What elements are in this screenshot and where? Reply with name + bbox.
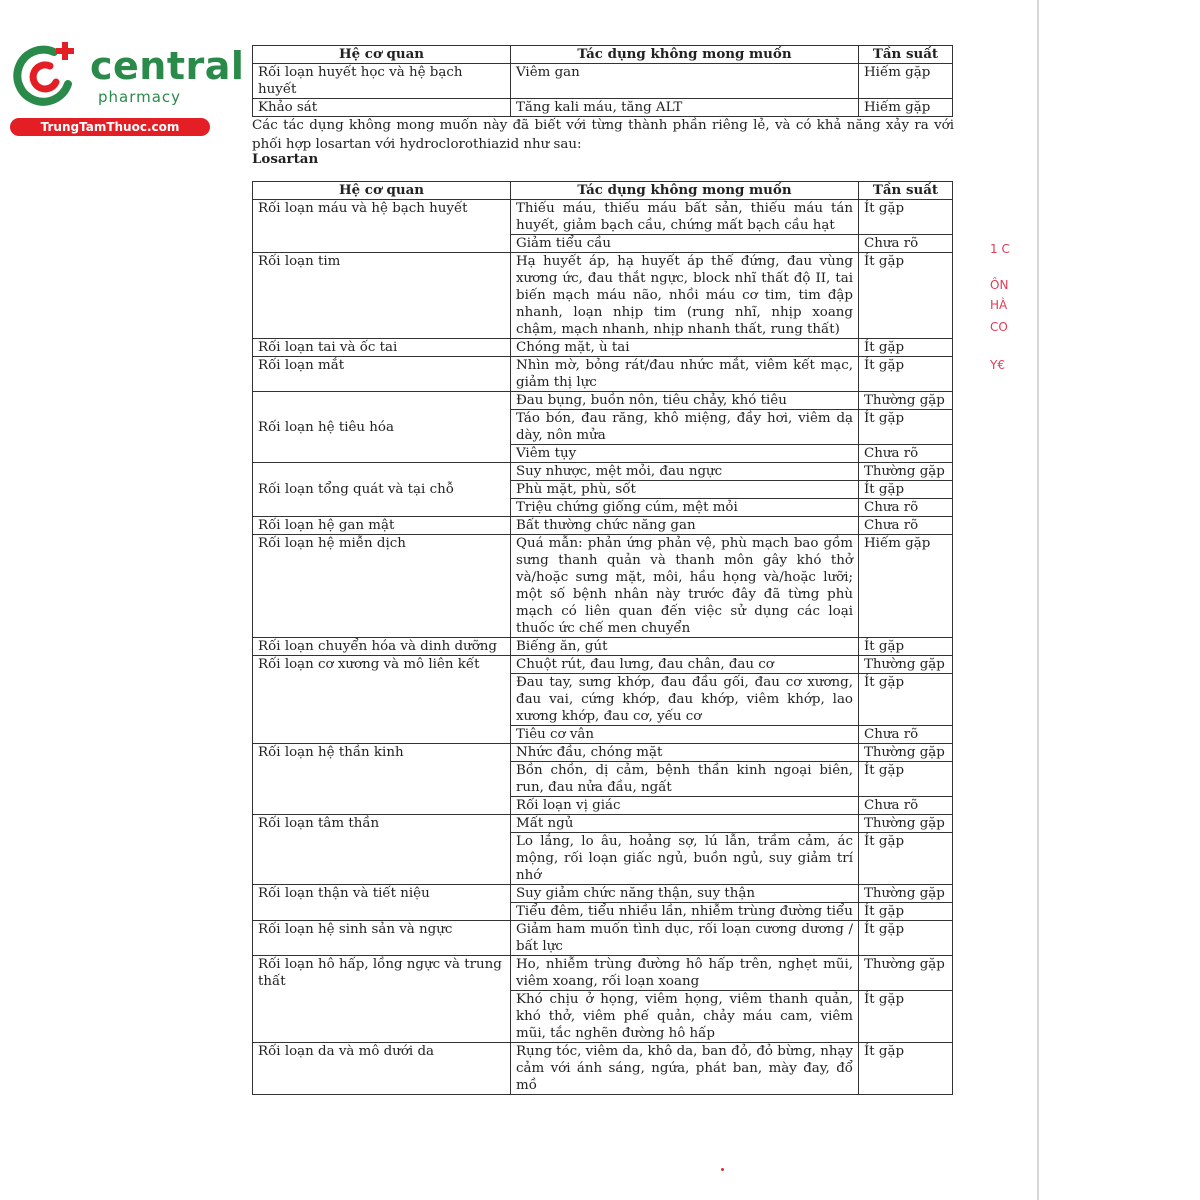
table-row <box>253 64 953 99</box>
section-heading: Losartan <box>252 151 319 167</box>
effect-cell: Hạ huyết áp, hạ huyết áp thế đứng, đau vùng xương ức, đau thắt ngực, block nhĩ thất độ II, tai biến mạch máu não, nhồi máu cơ tim, tim đập nhanh, loạn nhịp tim (rung nhĩ, nhịp xoang chậm, mạch nhanh, nhịp nhanh thất, rung thất) <box>511 253 859 339</box>
frequency-cell: Thường gặp <box>859 463 953 481</box>
table-row <box>253 392 953 410</box>
brand-site-banner: TrungTamThuoc.com <box>10 118 210 136</box>
effect-cell: Viêm tụy <box>511 445 859 463</box>
brand-logo <box>10 38 245 138</box>
organ-cell: Rối loạn hô hấp, lồng ngực và trung thất <box>253 956 511 1043</box>
frequency-cell: Ít gặp <box>859 200 953 235</box>
effect-cell: Chóng mặt, ù tai <box>511 339 859 357</box>
scan-speck <box>721 1168 724 1171</box>
organ-cell: Rối loạn máu và hệ bạch huyết <box>253 200 511 253</box>
table-row <box>253 656 953 674</box>
frequency-cell: Chưa rõ <box>859 726 953 744</box>
intro-paragraph: Các tác dụng không mong muốn này đã biết với từng thành phần riêng lẻ, và có khả năng xảy ra với phối hợp losartan với hydroclorothiazid như sau: <box>252 118 954 152</box>
frequency-cell: Ít gặp <box>859 991 953 1043</box>
table-row <box>253 357 953 392</box>
organ-cell: Rối loạn cơ xương và mô liên kết <box>253 656 511 744</box>
effect-cell: Rối loạn vị giác <box>511 797 859 815</box>
table-row <box>253 885 953 903</box>
table-row <box>253 517 953 535</box>
column-header: Hệ cơ quan <box>253 182 511 200</box>
table-header-row <box>253 182 953 200</box>
column-header: Tác dụng không mong muốn <box>511 182 859 200</box>
frequency-cell: Thường gặp <box>859 392 953 410</box>
frequency-cell: Ít gặp <box>859 762 953 797</box>
table-row <box>253 744 953 762</box>
frequency-cell: Hiếm gặp <box>859 99 953 117</box>
organ-cell: Rối loạn huyết học và hệ bạch huyết <box>253 64 511 99</box>
column-header: Tần suất <box>859 182 953 200</box>
frequency-cell: Chưa rõ <box>859 517 953 535</box>
frequency-cell: Thường gặp <box>859 815 953 833</box>
effect-cell: Lo lắng, lo âu, hoảng sợ, lú lẫn, trầm cảm, ác mộng, rối loạn giấc ngủ, buồn ngủ, suy giảm trí nhớ <box>511 833 859 885</box>
column-header: Tần suất <box>859 46 953 64</box>
table-row <box>253 200 953 235</box>
frequency-cell: Ít gặp <box>859 357 953 392</box>
frequency-cell: Thường gặp <box>859 885 953 903</box>
stamp-fragment: Y€ <box>990 358 1005 372</box>
table-row <box>253 535 953 638</box>
organ-cell: Rối loạn hệ miễn dịch <box>253 535 511 638</box>
effect-cell: Suy nhược, mệt mỏi, đau ngực <box>511 463 859 481</box>
table-row <box>253 638 953 656</box>
frequency-cell: Chưa rõ <box>859 499 953 517</box>
frequency-cell: Ít gặp <box>859 674 953 726</box>
organ-cell: Rối loạn thận và tiết niệu <box>253 885 511 921</box>
table-row <box>253 921 953 956</box>
effect-cell: Nhức đầu, chóng mặt <box>511 744 859 762</box>
table-header-row <box>253 46 953 64</box>
frequency-cell: Thường gặp <box>859 956 953 991</box>
effect-cell: Nhìn mờ, bỏng rát/đau nhức mắt, viêm kết mạc, giảm thị lực <box>511 357 859 392</box>
adverse-effects-table-1 <box>252 45 953 117</box>
effect-cell: Giảm tiểu cầu <box>511 235 859 253</box>
table-row <box>253 1043 953 1095</box>
organ-cell: Rối loạn mắt <box>253 357 511 392</box>
brand-name: central <box>90 44 245 88</box>
table-row <box>253 956 953 991</box>
frequency-cell: Hiếm gặp <box>859 64 953 99</box>
stamp-fragment: CO <box>990 320 1008 334</box>
effect-cell: Viêm gan <box>511 64 859 99</box>
stamp-fragment: 1 C <box>990 242 1010 256</box>
frequency-cell: Ít gặp <box>859 253 953 339</box>
frequency-cell: Ít gặp <box>859 903 953 921</box>
table-row <box>253 99 953 117</box>
effect-cell: Tiêu cơ vân <box>511 726 859 744</box>
organ-cell: Rối loạn hệ tiêu hóa <box>253 392 511 463</box>
frequency-cell: Ít gặp <box>859 410 953 445</box>
organ-cell: Rối loạn tim <box>253 253 511 339</box>
organ-cell: Rối loạn tai và ốc tai <box>253 339 511 357</box>
effect-cell: Khó chịu ở họng, viêm họng, viêm thanh quản, khó thở, viêm phế quản, chảy máu cam, viêm mũi, tắc nghẽn đường hô hấp <box>511 991 859 1043</box>
effect-cell: Triệu chứng giống cúm, mệt mỏi <box>511 499 859 517</box>
frequency-cell: Chưa rõ <box>859 797 953 815</box>
pharmacy-cross-icon <box>10 38 82 110</box>
organ-cell: Khảo sát <box>253 99 511 117</box>
effect-cell: Biếng ăn, gút <box>511 638 859 656</box>
losartan-adverse-effects-table <box>252 181 953 1095</box>
frequency-cell: Thường gặp <box>859 744 953 762</box>
brand-subtitle: pharmacy <box>98 88 182 106</box>
organ-cell: Rối loạn hệ thần kinh <box>253 744 511 815</box>
organ-cell: Rối loạn tâm thần <box>253 815 511 885</box>
red-stamp <box>990 240 1020 380</box>
frequency-cell: Ít gặp <box>859 1043 953 1095</box>
effect-cell: Tăng kali máu, tăng ALT <box>511 99 859 117</box>
frequency-cell: Chưa rõ <box>859 235 953 253</box>
table-row <box>253 339 953 357</box>
effect-cell: Giảm ham muốn tình dục, rối loạn cương dương / bất lực <box>511 921 859 956</box>
effect-cell: Thiếu máu, thiếu máu bất sản, thiếu máu tán huyết, giảm bạch cầu, chứng mất bạch cầu hạt <box>511 200 859 235</box>
frequency-cell: Thường gặp <box>859 656 953 674</box>
effect-cell: Mất ngủ <box>511 815 859 833</box>
frequency-cell: Ít gặp <box>859 481 953 499</box>
effect-cell: Táo bón, đau răng, khô miệng, đầy hơi, viêm dạ dày, nôn mửa <box>511 410 859 445</box>
frequency-cell: Ít gặp <box>859 921 953 956</box>
organ-cell: Rối loạn chuyển hóa và dinh dưỡng <box>253 638 511 656</box>
stamp-fragment: ÔN <box>990 278 1009 292</box>
frequency-cell: Ít gặp <box>859 833 953 885</box>
effect-cell: Đau bụng, buồn nôn, tiêu chảy, khó tiêu <box>511 392 859 410</box>
effect-cell: Chuột rút, đau lưng, đau chân, đau cơ <box>511 656 859 674</box>
effect-cell: Bồn chồn, dị cảm, bệnh thần kinh ngoại biên, run, đau nửa đầu, ngất <box>511 762 859 797</box>
organ-cell: Rối loạn hệ gan mật <box>253 517 511 535</box>
effect-cell: Quá mẫn: phản ứng phản vệ, phù mạch bao gồm sưng thanh quản và thanh môn gây khó thở và/hoặc sưng mặt, môi, hầu họng và/hoặc lưỡi; một số bệnh nhân này trước đây đã từng phù mạch có liên quan đến việc sử dụng các loại thuốc ức chế men chuyển <box>511 535 859 638</box>
frequency-cell: Chưa rõ <box>859 445 953 463</box>
page-edge-divider <box>1037 0 1039 1200</box>
effect-cell: Rụng tóc, viêm da, khô da, ban đỏ, đỏ bừng, nhạy cảm với ánh sáng, ngứa, phát ban, mày đay, đổ mồ <box>511 1043 859 1095</box>
column-header: Hệ cơ quan <box>253 46 511 64</box>
frequency-cell: Hiếm gặp <box>859 535 953 638</box>
frequency-cell: Ít gặp <box>859 638 953 656</box>
effect-cell: Tiểu đêm, tiểu nhiều lần, nhiễm trùng đường tiểu <box>511 903 859 921</box>
table-row <box>253 815 953 833</box>
effect-cell: Đau tay, sưng khớp, đau đầu gối, đau cơ xương, đau vai, cứng khớp, đau khớp, viêm khớp, lao xương khớp, đau cơ, yếu cơ <box>511 674 859 726</box>
frequency-cell: Ít gặp <box>859 339 953 357</box>
table-row <box>253 463 953 481</box>
effect-cell: Ho, nhiễm trùng đường hô hấp trên, nghẹt mũi, viêm xoang, rối loạn xoang <box>511 956 859 991</box>
table-row <box>253 253 953 339</box>
stamp-fragment: HÀ <box>990 298 1008 312</box>
effect-cell: Bất thường chức năng gan <box>511 517 859 535</box>
column-header: Tác dụng không mong muốn <box>511 46 859 64</box>
organ-cell: Rối loạn hệ sinh sản và ngực <box>253 921 511 956</box>
effect-cell: Suy giảm chức năng thận, suy thận <box>511 885 859 903</box>
effect-cell: Phù mặt, phù, sốt <box>511 481 859 499</box>
organ-cell: Rối loạn tổng quát và tại chỗ <box>253 463 511 517</box>
organ-cell: Rối loạn da và mô dưới da <box>253 1043 511 1095</box>
